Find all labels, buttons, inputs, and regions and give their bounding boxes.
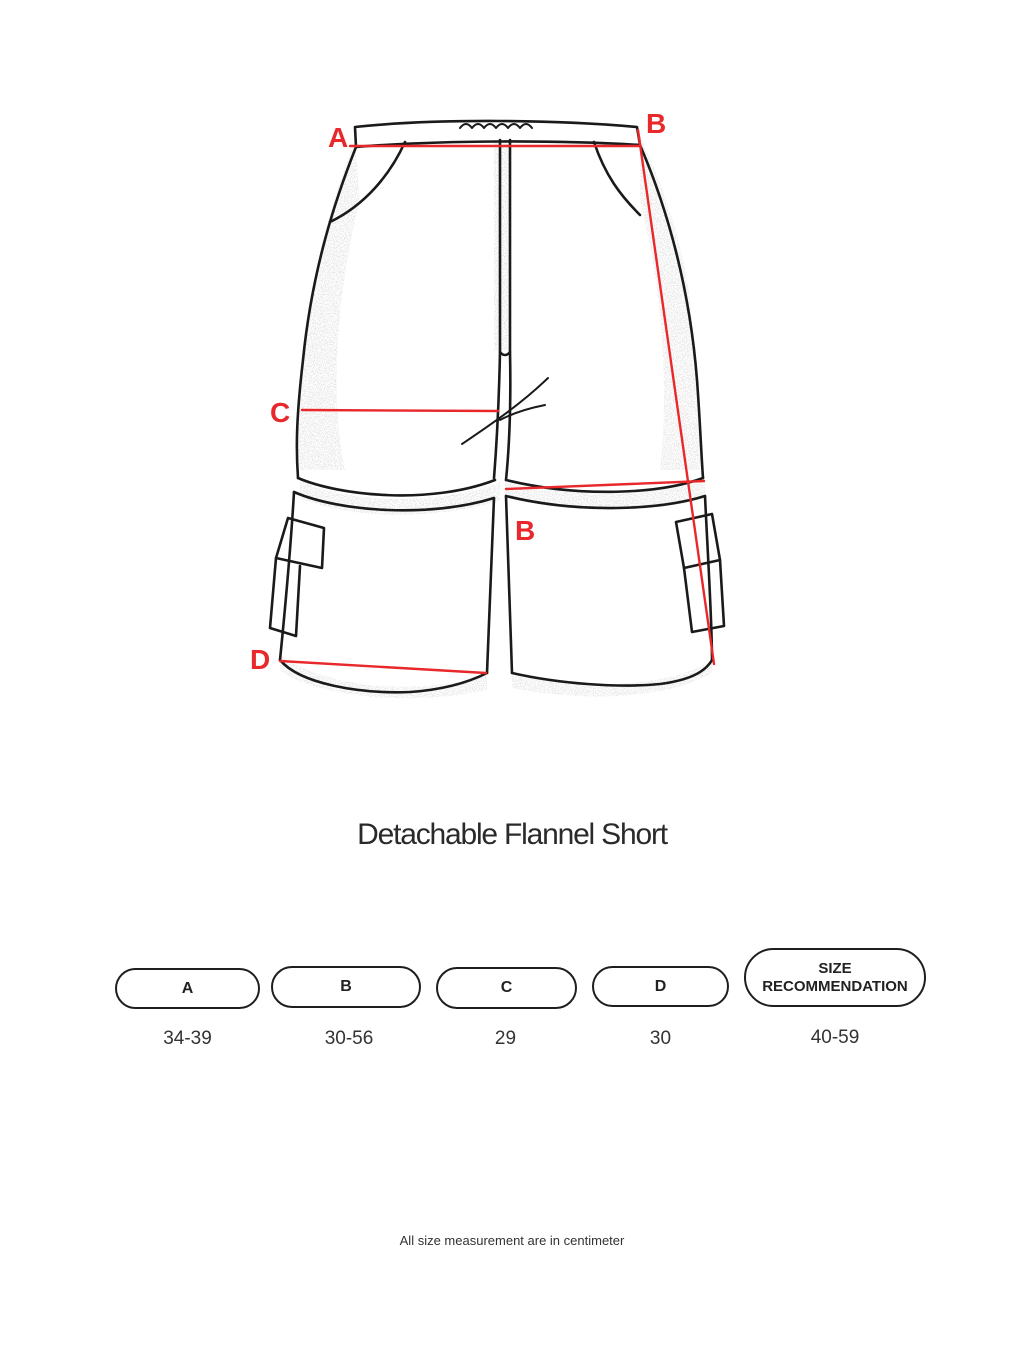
sketch-shading [280, 135, 712, 698]
pill-b: B [271, 966, 421, 1008]
inseam-left [494, 352, 500, 478]
pill-size-recommendation [744, 948, 926, 1007]
value-d: 30 [649, 1028, 672, 1049]
value-size-recommendation: 40-59 [810, 1027, 860, 1048]
measure-line-b-outseam [638, 130, 714, 664]
right-pocket-opening [594, 142, 640, 215]
pill-d: D [592, 966, 729, 1007]
right-leg-inner [506, 496, 512, 673]
value-b: 30-56 [324, 1028, 374, 1049]
pill-c: C [436, 967, 577, 1009]
value-c: 29 [494, 1028, 517, 1049]
product-title: Detachable Flannel Short [357, 818, 667, 851]
pill-a: A [115, 968, 260, 1009]
size-rec-line1: SIZE [818, 959, 852, 977]
label-d: D [250, 644, 271, 675]
label-a: A [328, 122, 349, 153]
left-cargo-flap [276, 518, 324, 568]
left-leg-inner [487, 498, 494, 673]
measure-line-c [302, 410, 498, 411]
measurement-note: All size measurement are in centimeter [399, 1233, 625, 1248]
value-a: 34-39 [163, 1028, 212, 1049]
elastic-gathers [460, 124, 532, 128]
size-rec-line2: RECOMMENDATION [762, 977, 908, 995]
label-c: C [270, 397, 291, 428]
label-b-bottom: B [515, 515, 536, 546]
label-b-top: B [646, 108, 667, 139]
